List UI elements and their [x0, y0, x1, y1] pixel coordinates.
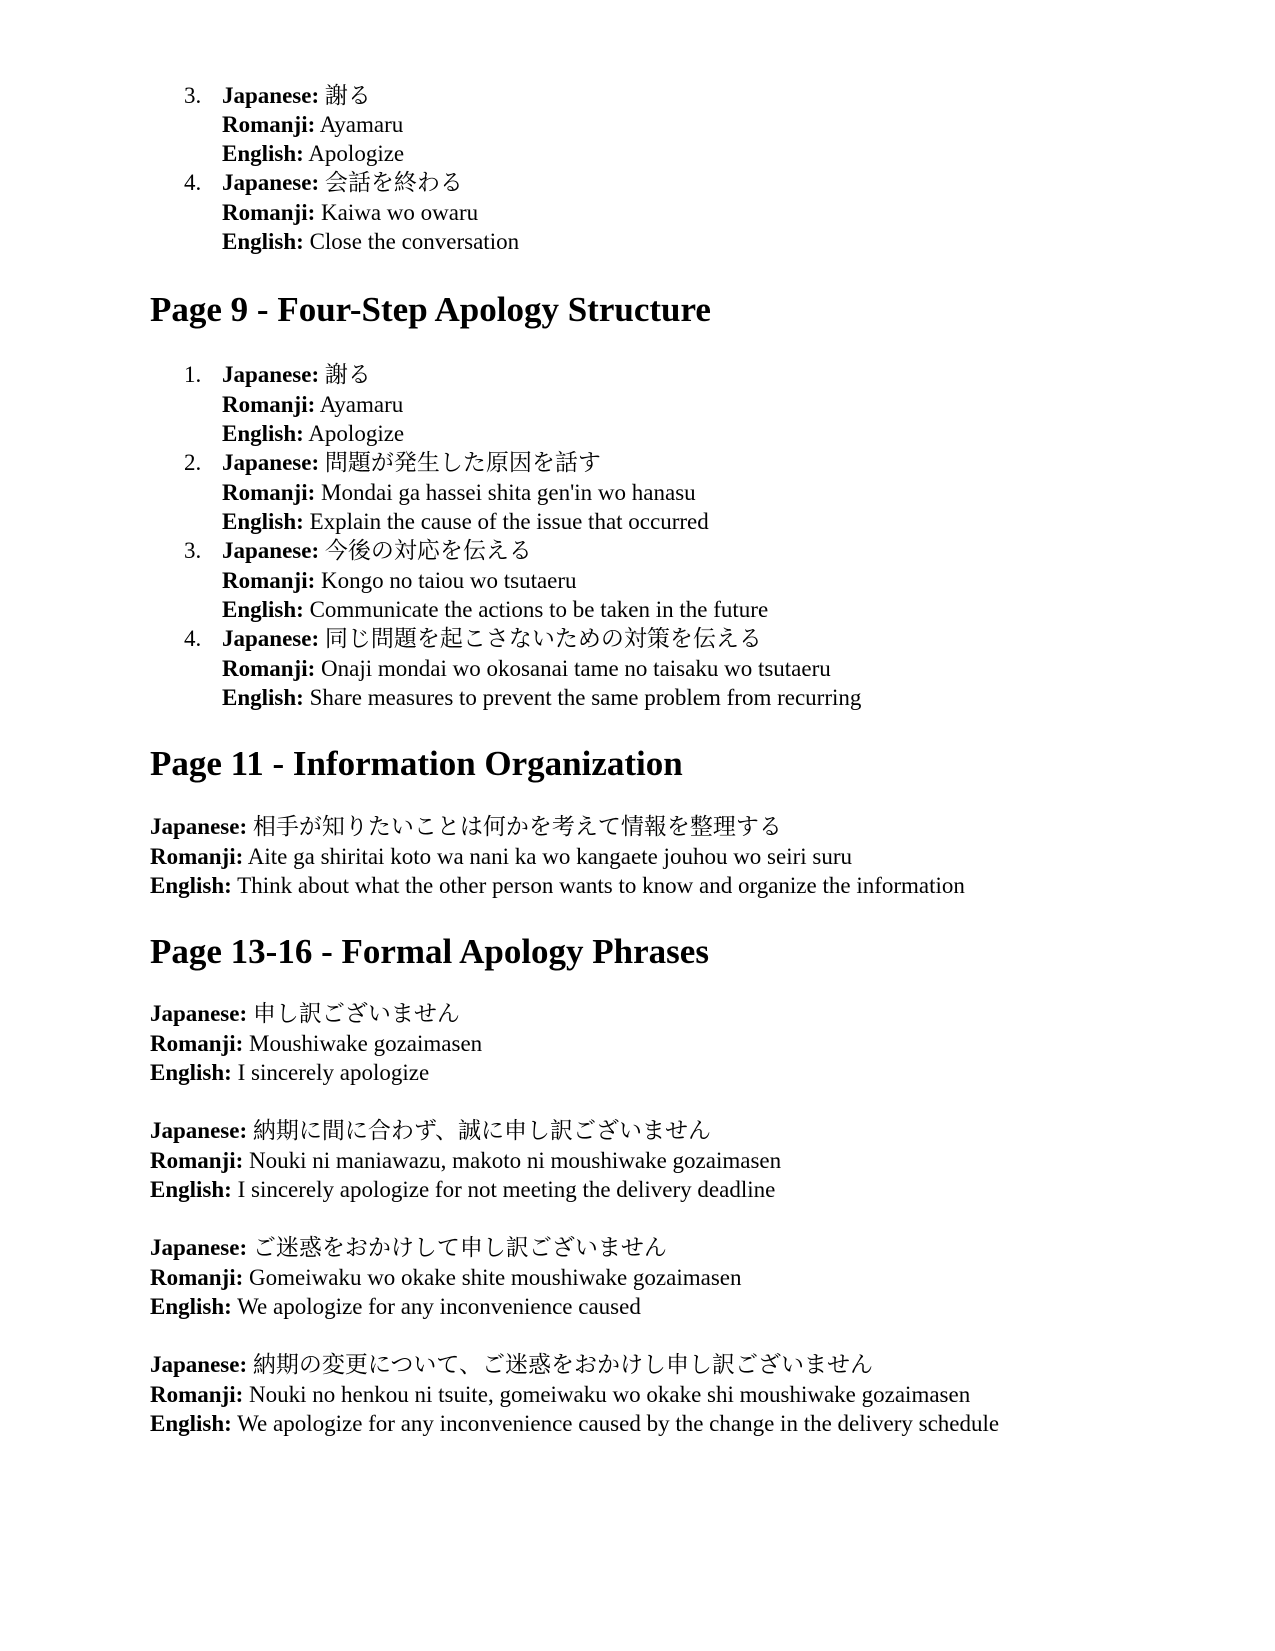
japanese-line: [150, 813, 782, 841]
english-text: I sincerely apologize: [237, 1060, 430, 1085]
romanji-text: Aite ga shiritai koto wa nani ka wo kangaete jouhou wo seiri suru: [247, 844, 853, 869]
romanji-text: Ayamaru: [319, 112, 404, 137]
romanji-text: Moushiwake gozaimasen: [249, 1031, 483, 1056]
japanese-label: Japanese:: [150, 1001, 248, 1026]
english-label: English:: [222, 685, 304, 710]
japanese-text: 相手が知りたいことは何かを考えて情報を整理する: [252, 814, 782, 839]
english-text: I sincerely apologize for not meeting the delivery deadline: [237, 1177, 776, 1202]
english-text: Share measures to prevent the same problem from recurring: [309, 685, 862, 710]
japanese-line: [222, 449, 601, 477]
japanese-text: 同じ問題を起こさないための対策を伝える: [324, 626, 762, 651]
japanese-text: 納期に間に合わず、誠に申し訳ございません: [252, 1118, 712, 1143]
romanji-line: [150, 1147, 781, 1175]
romanji-line: [222, 567, 577, 595]
japanese-text: 納期の変更について、ご迷惑をおかけし申し訳ございません: [252, 1352, 873, 1377]
english-label: English:: [222, 509, 304, 534]
romanji-line: [150, 843, 852, 871]
english-label: English:: [150, 1411, 232, 1436]
english-label: English:: [150, 1294, 232, 1319]
english-line: [150, 1410, 999, 1438]
romanji-line: [150, 1381, 970, 1409]
romanji-text: Ayamaru: [319, 392, 404, 417]
romanji-line: [222, 479, 696, 507]
japanese-line: [222, 82, 371, 110]
romanji-label: Romanji:: [150, 1265, 244, 1290]
japanese-text: 会話を終わる: [324, 170, 463, 195]
english-text: Apologize: [308, 141, 405, 166]
japanese-text: 申し訳ございません: [252, 1001, 460, 1026]
japanese-label: Japanese:: [222, 83, 320, 108]
japanese-line: [222, 361, 371, 389]
english-text: We apologize for any inconvenience caused: [237, 1294, 641, 1319]
section-heading: Page 11 - Information Organization: [150, 744, 683, 783]
romanji-line: [150, 1264, 742, 1292]
romanji-text: Onaji mondai wo okosanai tame no taisaku wo tsutaeru: [321, 656, 831, 681]
english-line: [222, 596, 768, 624]
romanji-line: [150, 1030, 482, 1058]
japanese-label: Japanese:: [150, 1235, 248, 1260]
english-text: We apologize for any inconvenience caused by the change in the delivery schedule: [237, 1411, 1000, 1436]
japanese-line: [150, 1117, 711, 1145]
japanese-label: Japanese:: [222, 626, 320, 651]
english-label: English:: [222, 421, 304, 446]
japanese-text: 謝る: [324, 362, 371, 387]
romanji-text: Mondai ga hassei shita gen'in wo hanasu: [321, 480, 696, 505]
english-text: Apologize: [308, 421, 405, 446]
english-label: English:: [222, 229, 304, 254]
english-line: [222, 420, 404, 448]
japanese-line: [222, 625, 762, 653]
english-text: Close the conversation: [309, 229, 520, 254]
english-label: English:: [150, 1177, 232, 1202]
romanji-label: Romanji:: [222, 568, 316, 593]
romanji-label: Romanji:: [222, 480, 316, 505]
english-label: English:: [222, 597, 304, 622]
japanese-label: Japanese:: [150, 1118, 248, 1143]
english-line: [150, 1293, 641, 1321]
romanji-line: [222, 655, 831, 683]
list-number: 4.: [184, 170, 202, 195]
romanji-text: Kongo no taiou wo tsutaeru: [321, 568, 577, 593]
english-label: English:: [222, 141, 304, 166]
japanese-label: Japanese:: [222, 538, 320, 563]
romanji-text: Gomeiwaku wo okake shite moushiwake gozaimasen: [249, 1265, 742, 1290]
japanese-label: Japanese:: [222, 450, 320, 475]
english-text: Explain the cause of the issue that occurred: [309, 509, 709, 534]
japanese-label: Japanese:: [150, 1352, 248, 1377]
english-text: Think about what the other person wants to know and organize the information: [237, 873, 965, 898]
romanji-line: [222, 199, 478, 227]
romanji-text: Kaiwa wo owaru: [321, 200, 479, 225]
romanji-label: Romanji:: [222, 392, 316, 417]
list-number: 3.: [184, 538, 202, 563]
japanese-line: [150, 1000, 460, 1028]
section-heading: Page 13-16 - Formal Apology Phrases: [150, 932, 709, 971]
japanese-line: [222, 537, 532, 565]
romanji-text: Nouki no henkou ni tsuite, gomeiwaku wo okake shi moushiwake gozaimasen: [249, 1382, 971, 1407]
section-heading: Page 9 - Four-Step Apology Structure: [150, 290, 711, 329]
english-line: [222, 508, 709, 536]
japanese-text: ご迷惑をおかけして申し訳ございません: [252, 1235, 667, 1260]
japanese-text: 今後の対応を伝える: [324, 538, 532, 563]
list-number: 1.: [184, 362, 202, 387]
english-line: [150, 1176, 775, 1204]
romanji-label: Romanji:: [150, 1382, 244, 1407]
japanese-label: Japanese:: [150, 814, 248, 839]
japanese-text: 謝る: [324, 83, 371, 108]
romanji-label: Romanji:: [150, 1148, 244, 1173]
list-number: 3.: [184, 83, 202, 108]
romanji-label: Romanji:: [150, 1031, 244, 1056]
japanese-label: Japanese:: [222, 170, 320, 195]
romanji-line: [222, 111, 403, 139]
romanji-line: [222, 391, 403, 419]
romanji-label: Romanji:: [150, 844, 244, 869]
english-line: [222, 140, 404, 168]
english-line: [222, 684, 861, 712]
romanji-text: Nouki ni maniawazu, makoto ni moushiwake gozaimasen: [249, 1148, 782, 1173]
english-label: English:: [150, 1060, 232, 1085]
english-label: English:: [150, 873, 232, 898]
japanese-label: Japanese:: [222, 362, 320, 387]
english-text: Communicate the actions to be taken in the future: [309, 597, 769, 622]
romanji-label: Romanji:: [222, 656, 316, 681]
japanese-line: [150, 1234, 667, 1262]
japanese-text: 問題が発生した原因を話す: [324, 450, 601, 475]
romanji-label: Romanji:: [222, 112, 316, 137]
english-line: [222, 228, 519, 256]
list-number: 2.: [184, 450, 202, 475]
japanese-line: [150, 1351, 873, 1379]
romanji-label: Romanji:: [222, 200, 316, 225]
japanese-line: [222, 169, 463, 197]
english-line: [150, 1059, 429, 1087]
english-line: [150, 872, 965, 900]
list-number: 4.: [184, 626, 202, 651]
